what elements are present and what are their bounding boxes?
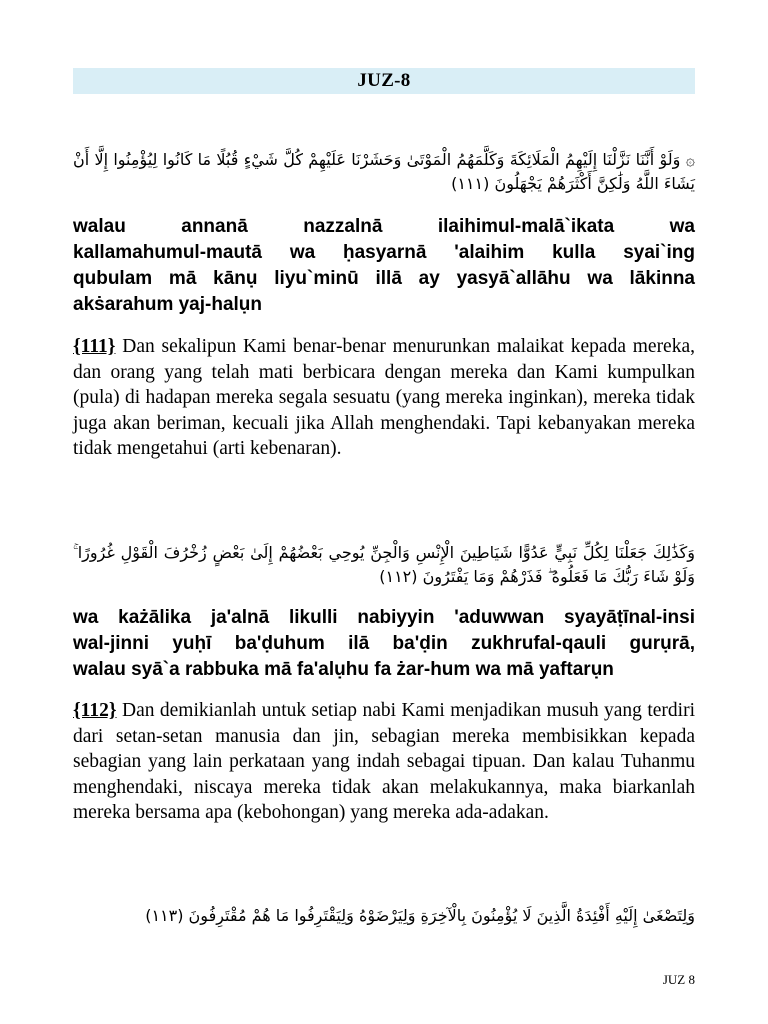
transliteration-line: qubulam mā kānụ liyu`minū illā ay yasyā`allāhu wa lākinna	[73, 268, 695, 289]
transliteration-line: walau syā`a rabbuka mā fa'alụhu fa żar-hum wa mā yaftarụn	[73, 659, 614, 680]
translation-text: Dan sekalipun Kami benar-benar menurunkan malaikat kepada mereka, dan orang yang telah mati berbicara dengan mereka dan Kami kumpulkan (pula) di hadapan mereka segala sesuatu (yang mereka inginkan), mereka tidak juga akan beriman, kecuali jika Allah menghendaki. Tapi kebanyakan mereka tidak mengetahui (arti kebenaran).	[73, 336, 695, 459]
page-title: JUZ-8	[357, 70, 411, 91]
page-footer: JUZ 8	[662, 972, 695, 987]
verse-number: {112}	[73, 700, 117, 721]
transliteration-line: walau annanā nazzalnā ilaihimul-malā`ikata wa	[73, 216, 695, 237]
translation-text: Dan demikianlah untuk setiap nabi Kami menjadikan musuh yang terdiri dari setan-setan manusia dan jin, sebagian mereka membisikkan kepada sebagian yang lain perkataan yang indah sebagai tipuan. Dan kalau Tuhanmu menghendaki, niscaya mereka tidak akan melakukannya, maka biarkanlah mereka bersama apa (kebohongan) yang mereka ada-adakan.	[73, 700, 696, 823]
arabic-verse-112: وَكَذَٰلِكَ جَعَلْنَا لِكُلِّ نَبِيٍّ عَدُوًّا شَيَاطِينَ الْإِنْسِ وَالْجِنِّ يُوحِي بَعْضُهُمْ إِلَىٰ بَعْضٍ زُخْرُفَ الْقَوْلِ غُرُورًا ۚ وَلَوْ شَاءَ رَبُّكَ مَا فَعَلُوهُ ۖ فَذَرْهُمْ وَمَا يَفْتَرُونَ (١١٢)	[73, 543, 695, 586]
arabic-verse-113: وَلِتَصْغَىٰ إِلَيْهِ أَفْئِدَةُ الَّذِينَ لَا يُؤْمِنُونَ بِالْآخِرَةِ وَلِيَرْضَوْهُ وَلِيَقْتَرِفُوا مَا هُمْ مُقْتَرِفُونَ (١١٣)	[145, 906, 695, 925]
transliteration-line: akṡarahum yaj-halụn	[73, 294, 263, 315]
transliteration-verse-112	[73, 605, 695, 683]
arabic-verse-111: ۞ وَلَوْ أَنَّنَا نَزَّلْنَا إِلَيْهِمُ الْمَلَائِكَةَ وَكَلَّمَهُمُ الْمَوْتَىٰ وَحَشَرْنَا عَلَيْهِمْ كُلَّ شَيْءٍ قُبُلًا مَا كَانُوا لِيُؤْمِنُوا إِلَّا أَنْ يَشَاءَ اللَّهُ وَلَٰكِنَّ أَكْثَرَهُمْ يَجْهَلُونَ (١١١)	[73, 150, 695, 193]
translation-verse-111	[73, 334, 695, 462]
verse-number: {111}	[73, 336, 116, 357]
translation-verse-112	[73, 698, 695, 826]
transliteration-line: wal-jinni yuḥī ba'ḍuhum ilā ba'ḍin zukhrufal-qauli gurụrā,	[73, 633, 695, 654]
transliteration-verse-111	[73, 214, 695, 318]
transliteration-line: wa każālika ja'alnā likulli nabiyyin 'aduwwan syayāṭīnal-insi	[73, 607, 695, 628]
transliteration-line: kallamahumul-mautā wa ḥasyarnā 'alaihim kulla syai`ing	[73, 242, 695, 263]
juz-header-bar	[73, 68, 695, 94]
